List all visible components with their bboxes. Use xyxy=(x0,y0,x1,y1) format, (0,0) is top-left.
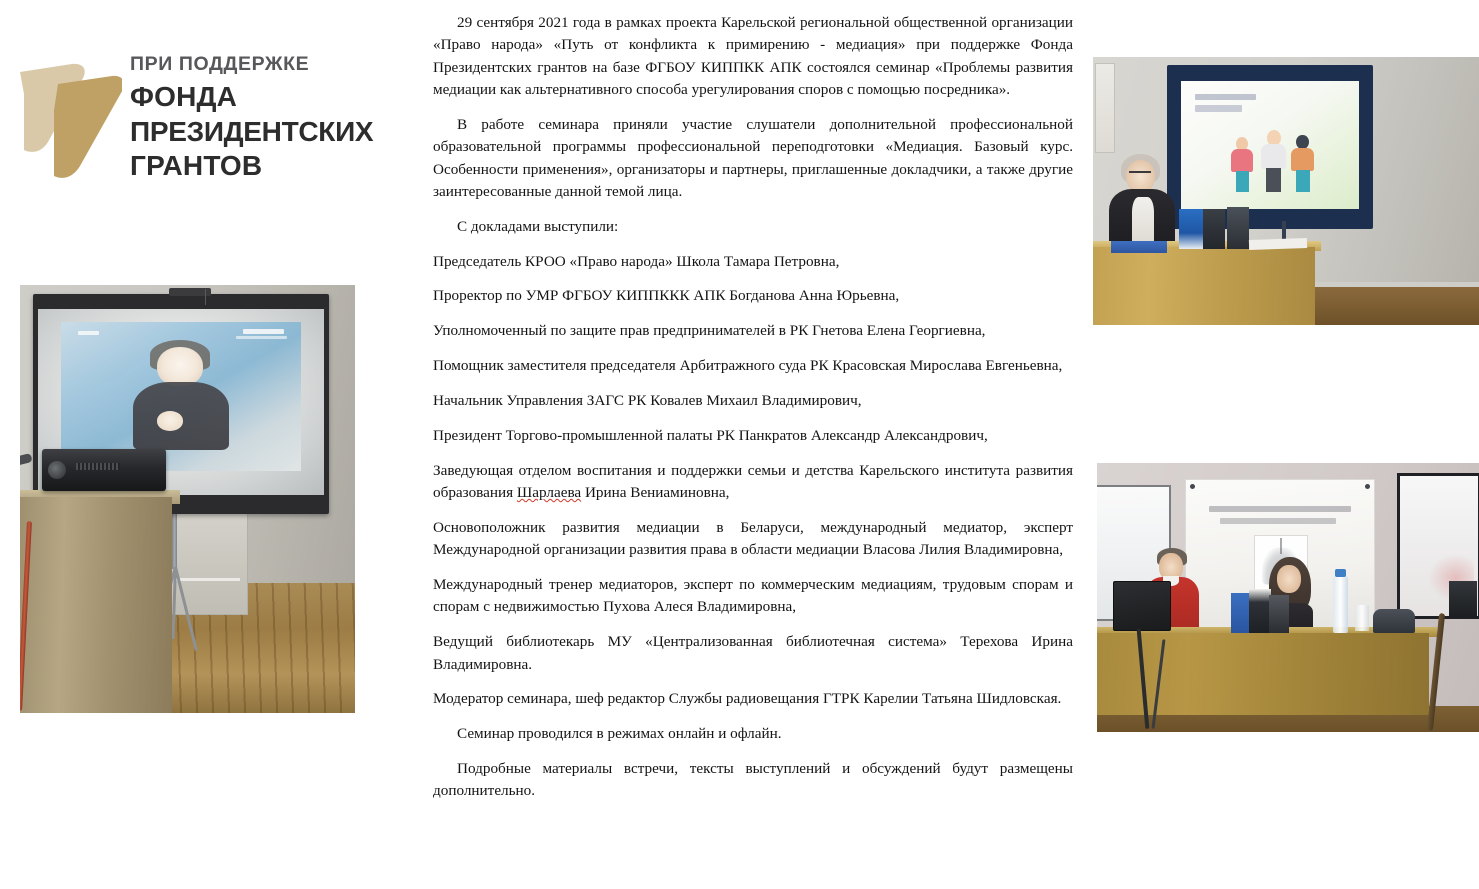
side-whiteboard xyxy=(1095,63,1115,153)
projection-screen-surface xyxy=(1181,81,1359,209)
speaker-text-before: Заведующая отделом воспитания и поддержки семьи и детства Карельского института развития образования xyxy=(433,461,1073,501)
speaker-item: Ведущий библиотекарь МУ «Централизованная библиотечная система» Терехова Ирина Владимировна. xyxy=(433,633,1073,673)
speaker-item: Председатель КРОО «Право народа» Школа Тамара Петровна, xyxy=(433,252,840,270)
closing-paragraph-1: Семинар проводился в режимах онлайн и офлайн. xyxy=(457,725,782,743)
figure-head xyxy=(1267,130,1281,146)
spellcheck-misspelled-word: Шарлаева xyxy=(516,484,582,501)
office-chair xyxy=(1373,609,1415,633)
speaker-item-with-spellcheck xyxy=(433,460,1073,505)
speaker-glasses-icon xyxy=(1129,171,1151,179)
leaflet-blue xyxy=(1231,593,1251,633)
slide-figure-right xyxy=(1291,135,1314,191)
speaker-box xyxy=(1449,581,1477,617)
figure-legs xyxy=(1296,170,1310,193)
drinking-glass xyxy=(1355,605,1369,631)
whiteboard-pin xyxy=(1190,484,1195,489)
speaker-text-after: Ирина Вениаминовна, xyxy=(581,484,730,501)
logo-line-grants: ГРАНТОВ xyxy=(130,150,263,182)
speakers-intro: С докладами выступили: xyxy=(457,217,619,235)
photo-content xyxy=(1093,57,1479,325)
video-call-label-right-sub xyxy=(236,336,286,339)
slide-title-line-2 xyxy=(1195,105,1241,111)
video-call-label-left xyxy=(78,331,100,335)
leaflet-stand-blue xyxy=(1179,209,1203,249)
logo-line-support: ПРИ ПОДДЕРЖКЕ xyxy=(130,53,310,75)
podium xyxy=(20,497,172,713)
leaflet-grey xyxy=(1269,595,1289,633)
speaker-item: Президент Торгово-промышленной палаты РК Панкратов Александр Александрович, xyxy=(433,426,988,444)
emblem-spire xyxy=(1280,538,1282,554)
two-presenters-at-table-photo xyxy=(1097,463,1479,732)
fund-logo-text xyxy=(130,54,408,182)
water-bottle xyxy=(1333,575,1348,633)
leaflet-stand-grey xyxy=(1227,207,1249,249)
photo-content xyxy=(1097,463,1479,732)
projection-screen-frame xyxy=(1167,65,1373,229)
speaker-item: Начальник Управления ЗАГС РК Ковалев Михаил Владимирович, xyxy=(433,391,862,409)
podium xyxy=(1093,247,1315,325)
photo-content xyxy=(20,285,355,713)
white-papers xyxy=(1249,238,1307,250)
speaker-item: Основоположник развития медиации в Беларуси, международный медиатор, эксперт Международной организации развития права в области медиации Власова Лилия Владимировна, xyxy=(433,518,1073,559)
speaker-item: Проректор по УМР ФГБОУ КИППККК АПК Богданова Анна Юрьевна, xyxy=(433,287,900,305)
article-paragraph-2: В работе семинара приняли участие слушатели дополнительной профессиональной образовательной программы профессиональной переподготовки «Медиация. Базовый курс. Особенности применения», организаторы и партнеры, приглашенные докладчики, а также другие заинтересованные данной темой лица. xyxy=(433,115,1073,200)
whiteboard-caption-line-2 xyxy=(1220,518,1337,524)
whiteboard-caption-line-1 xyxy=(1209,506,1352,512)
article-paragraph-1: 29 сентября 2021 года в рамках проекта Карельской региональной общественной организации «Право народа» «Путь от конфликта к примирению - медиация» при поддержке Фонда Президентских грантов на базе ФГБОУ КИППКК АПК состоялся семинар «Проблемы развития медиации как альтернативного способа урегулирования споров с помощью посредника». xyxy=(433,14,1073,99)
blue-folder xyxy=(1111,241,1167,253)
whiteboard-pin xyxy=(1365,484,1370,489)
presidential-grants-fund-logo xyxy=(8,40,408,220)
speaker-item: Международный тренер медиаторов, эксперт по коммерческим медиациям, трудовым спорам и спорам с недвижимостью Пухова Алеся Владимировна, xyxy=(433,576,1073,616)
laptop xyxy=(1113,581,1171,631)
leaflet-stand-dark xyxy=(1203,209,1225,249)
figure-body xyxy=(1261,144,1286,169)
speaker-shirt xyxy=(1132,197,1154,247)
woman-head xyxy=(1277,565,1301,593)
video-call-label-right xyxy=(243,329,284,334)
projector-device xyxy=(42,449,166,491)
projector-lens-icon xyxy=(48,461,66,479)
figure-head xyxy=(1296,135,1309,150)
closing-paragraph-2: Подробные материалы встречи, тексты выступлений и обсуждений будут размещены дополнительно. xyxy=(433,760,1073,800)
figure-legs xyxy=(1236,171,1249,193)
screen-cable xyxy=(205,289,207,305)
leaflet-white-dark xyxy=(1249,589,1271,633)
slide-title-line-1 xyxy=(1195,94,1256,100)
slide-figure-center xyxy=(1261,130,1286,191)
speaker-item: Уполномоченный по защите прав предпринимателей в РК Гнетова Елена Георгиевна, xyxy=(433,322,986,340)
projector-screen-video-call-photo xyxy=(20,285,355,713)
remote-speaker-hand xyxy=(157,411,183,430)
figure-body xyxy=(1291,148,1314,171)
projector-vent xyxy=(76,463,120,470)
fund-logo-mark-icon xyxy=(14,54,122,194)
article-text-column xyxy=(433,12,1073,815)
tripod-post xyxy=(172,511,177,569)
figure-legs xyxy=(1266,168,1281,193)
speaker-item: Помощник заместителя председателя Арбитражного суда РК Красовская Мирослава Евгеньевна, xyxy=(433,357,1063,375)
speaker-at-podium-photo xyxy=(1093,57,1479,325)
speaker-item: Модератор семинара, шеф редактор Службы радиовещания ГТРК Карелии Татьяна Шидловская. xyxy=(433,690,1062,708)
remote-speaker-head xyxy=(157,347,203,386)
slide-figure-left xyxy=(1231,137,1254,191)
logo-line-presidential: ПРЕЗИДЕНТСКИХ xyxy=(130,115,374,147)
figure-body xyxy=(1231,149,1253,172)
logo-line-fund: ФОНДА xyxy=(130,81,238,113)
water-bottle-cap xyxy=(1335,569,1346,577)
